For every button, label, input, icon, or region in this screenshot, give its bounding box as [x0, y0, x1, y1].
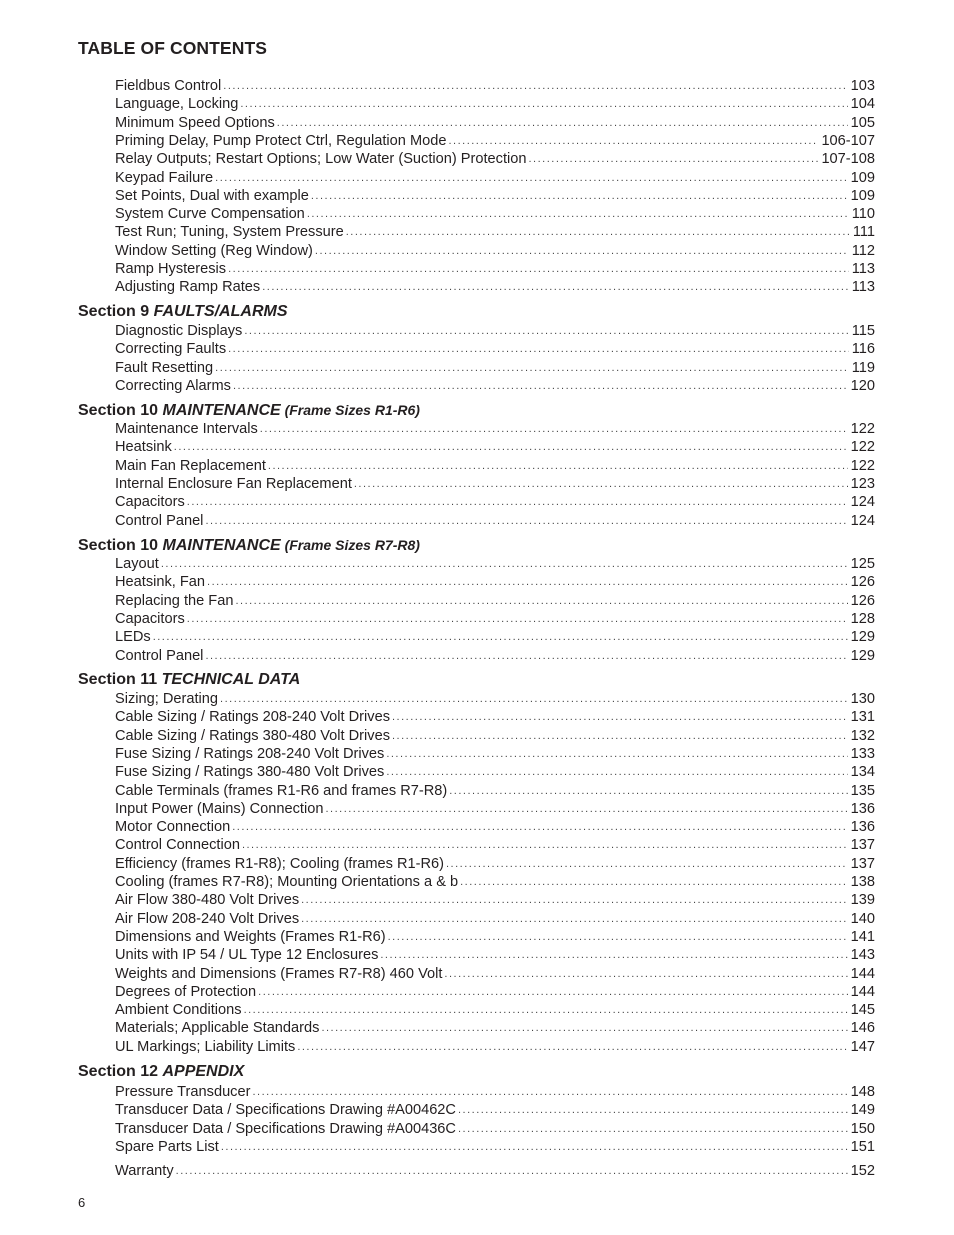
toc-entry-label: Control Panel [115, 512, 204, 529]
dot-leader [448, 132, 818, 150]
dot-leader [388, 928, 848, 946]
toc-entry-page: 133 [850, 745, 875, 762]
toc-entry-page: 144 [850, 983, 875, 1000]
dot-leader [228, 340, 849, 358]
dot-leader [277, 114, 848, 132]
toc-entry[interactable] [115, 457, 875, 475]
toc-entry-label: Adjusting Ramp Rates [115, 279, 261, 296]
dot-leader [244, 322, 848, 340]
dot-leader [297, 1038, 847, 1056]
toc-entry-page: 120 [850, 377, 875, 394]
dot-leader [205, 512, 847, 530]
page-title: TABLE OF CONTENTS [78, 38, 268, 58]
toc-entry-label: Correcting Faults [115, 341, 227, 358]
toc-entry-label: LEDs [115, 629, 151, 646]
dot-leader [386, 745, 847, 763]
toc-entry-label: Spare Parts List [115, 1138, 219, 1155]
dot-leader [233, 377, 848, 395]
toc-entry[interactable] [115, 278, 875, 296]
toc-entry[interactable] [115, 1138, 875, 1156]
dot-leader [221, 1138, 848, 1156]
dot-leader [346, 223, 850, 241]
toc-entry-page: 115 [851, 323, 875, 339]
dot-leader [354, 475, 848, 493]
toc-entry[interactable] [115, 420, 875, 438]
dot-leader [529, 150, 819, 168]
toc-entry-page: 122 [850, 457, 875, 474]
dot-leader [392, 727, 848, 745]
toc-entry-label: Priming Delay, Pump Protect Ctrl, Regulation Mode [115, 132, 447, 149]
toc-entry-label: Cable Sizing / Ratings 380-480 Volt Drives [115, 727, 390, 744]
toc-entry-page: 136 [850, 800, 875, 817]
toc-entry[interactable] [115, 555, 875, 573]
toc-entry-page: 137 [850, 837, 875, 854]
toc-entry[interactable] [115, 359, 875, 377]
dot-leader [228, 260, 849, 278]
dot-leader [205, 647, 847, 665]
toc-entry-page: 126 [850, 574, 875, 591]
toc-entry-page: 123 [850, 475, 875, 492]
toc-entry-label: Air Flow 208-240 Volt Drives [115, 910, 300, 927]
toc-entry[interactable] [115, 818, 875, 836]
toc-entry-page: 122 [850, 421, 875, 437]
section-subtitle: (Frame Sizes R1-R6) [280, 402, 420, 418]
toc-entry-label: Capacitors [115, 610, 185, 627]
toc-entry-label: Pressure Transducer [115, 1084, 251, 1100]
toc-entry-label: Main Fan Replacement [115, 457, 266, 474]
dot-leader [268, 457, 848, 475]
page-number: 6 [78, 1195, 86, 1210]
toc-entry[interactable] [115, 928, 875, 946]
dot-leader [301, 910, 848, 928]
toc-entry[interactable] [115, 377, 875, 395]
toc-entry-label: Layout [115, 556, 159, 572]
toc-entry-page: 132 [850, 727, 875, 744]
toc-entry-page: 147 [850, 1038, 875, 1055]
toc-entry-page: 137 [850, 855, 875, 872]
toc-entry-page: 144 [850, 965, 875, 982]
toc-entry-label: UL Markings; Liability Limits [115, 1038, 296, 1055]
toc-entry-page: 122 [850, 439, 875, 456]
toc-entry[interactable] [115, 475, 875, 493]
toc-entry-page: 119 [851, 359, 875, 376]
dot-leader [446, 855, 848, 873]
dot-leader [321, 1019, 847, 1037]
section-title: FAULTS/ALARMS [153, 303, 288, 320]
toc-entry[interactable] [115, 592, 875, 610]
toc-entry[interactable] [115, 610, 875, 628]
toc-entry-page: 128 [850, 610, 875, 627]
toc-entry-page: 129 [850, 647, 875, 664]
toc-entry-page: 150 [850, 1120, 875, 1137]
toc-entry[interactable] [115, 965, 875, 983]
toc-entry-label: Test Run; Tuning, System Pressure [115, 224, 344, 241]
section-title: APPENDIX [162, 1063, 245, 1080]
toc-entry-label: Window Setting (Reg Window) [115, 242, 313, 259]
toc-entry[interactable] [115, 800, 875, 818]
toc-entry-label: Dimensions and Weights (Frames R1-R6) [115, 928, 386, 945]
toc-entry-label: Set Points, Dual with example [115, 187, 309, 204]
toc-entry[interactable] [115, 77, 875, 95]
toc-entry-label: Warranty [115, 1163, 174, 1180]
toc-entry-label: System Curve Compensation [115, 206, 305, 223]
toc-entry-page: 148 [850, 1084, 875, 1100]
toc-entry-label: Air Flow 380-480 Volt Drives [115, 892, 300, 909]
toc-entry-page: 105 [850, 114, 875, 131]
section-subtitle: (Frame Sizes R7-R8) [280, 537, 420, 553]
dot-leader [220, 690, 848, 708]
toc-entry[interactable] [115, 1162, 875, 1180]
toc-entry-label: Units with IP 54 / UL Type 12 Enclosures [115, 947, 379, 964]
dot-leader [307, 205, 849, 223]
toc-entry[interactable] [115, 1120, 875, 1138]
toc-entry-label: Heatsink [115, 439, 172, 456]
toc-entry-page: 110 [851, 206, 875, 223]
dot-leader [240, 95, 847, 113]
toc-entry-page: 109 [850, 187, 875, 204]
dot-leader [161, 555, 848, 573]
toc-entry-page: 111 [852, 224, 875, 241]
toc-entry[interactable] [115, 150, 875, 168]
toc-entry-label: Heatsink, Fan [115, 574, 206, 591]
dot-leader [258, 983, 847, 1001]
toc-entry-page: 143 [850, 947, 875, 964]
toc-entry[interactable] [115, 873, 875, 891]
toc-entry[interactable] [115, 1038, 875, 1056]
toc-entry-label: Materials; Applicable Standards [115, 1020, 320, 1037]
toc-entry[interactable] [115, 708, 875, 726]
toc-entry-label: Fieldbus Control [115, 78, 222, 94]
toc-entry[interactable] [115, 340, 875, 358]
section-heading [78, 670, 300, 690]
toc-entry-page: 146 [850, 1020, 875, 1037]
toc-entry[interactable] [115, 95, 875, 113]
toc-entry[interactable] [115, 836, 875, 854]
toc-entry-label: Relay Outputs; Restart Options; Low Water (Suction) Protection [115, 151, 527, 168]
section-heading [78, 302, 288, 322]
toc-entry-label: Input Power (Mains) Connection [115, 800, 324, 817]
section-number: Section 12 [78, 1063, 163, 1080]
toc-entry-page: 113 [851, 261, 875, 277]
toc-entry[interactable] [115, 782, 875, 800]
dot-leader [449, 782, 847, 800]
toc-entry-page: 104 [850, 96, 875, 113]
toc-entry-page: 149 [850, 1102, 875, 1119]
toc-entry-page: 130 [850, 691, 875, 707]
toc-entry[interactable] [115, 690, 875, 708]
toc-entry-label: Weights and Dimensions (Frames R7-R8) 460 Volt [115, 965, 443, 982]
toc-entry-label: Motor Connection [115, 819, 231, 836]
toc-entry-label: Maintenance Intervals [115, 421, 258, 437]
toc-entry-label: Minimum Speed Options [115, 114, 275, 131]
toc-entry-label: Language, Locking [115, 96, 239, 113]
toc-entry-label: Efficiency (frames R1-R8); Cooling (frames R1-R6) [115, 855, 444, 872]
toc-entry[interactable] [115, 855, 875, 873]
dot-leader [153, 628, 848, 646]
toc-entry[interactable] [115, 205, 875, 223]
section-title: MAINTENANCE [162, 402, 281, 419]
toc-entry[interactable] [115, 647, 875, 665]
toc-entry-page: 134 [850, 764, 875, 781]
toc-entry[interactable] [115, 745, 875, 763]
toc-entry-page: 135 [850, 782, 875, 799]
toc-entry-label: Cable Terminals (frames R1-R6 and frames R7-R8) [115, 782, 448, 799]
section-number: Section 10 [78, 537, 163, 554]
toc-entry-page: 116 [851, 341, 875, 358]
toc-entry[interactable] [115, 1001, 875, 1019]
toc-entry[interactable] [115, 322, 875, 340]
toc-entry[interactable] [115, 438, 875, 456]
toc-entry[interactable] [115, 493, 875, 511]
toc-entry-page: 113 [851, 279, 875, 296]
toc-entry[interactable] [115, 727, 875, 745]
toc-entry[interactable] [115, 223, 875, 241]
dot-leader [301, 891, 848, 909]
toc-entry-page: 125 [850, 556, 875, 572]
dot-leader [187, 493, 848, 511]
dot-leader [207, 573, 848, 591]
toc-entry[interactable] [115, 983, 875, 1001]
toc-entry-page: 152 [850, 1163, 875, 1180]
dot-leader [215, 359, 849, 377]
dot-leader [252, 1083, 847, 1101]
toc-entry-label: Fault Resetting [115, 359, 214, 376]
toc-entry-page: 140 [850, 910, 875, 927]
dot-leader [235, 592, 847, 610]
toc-entry-label: Cooling (frames R7-R8); Mounting Orientations a & b [115, 874, 459, 890]
toc-entry[interactable] [115, 132, 875, 150]
dot-leader [223, 77, 847, 95]
toc-entry[interactable] [115, 910, 875, 928]
toc-entry[interactable] [115, 891, 875, 909]
toc-entry[interactable] [115, 1019, 875, 1037]
toc-entry-page: 107-108 [821, 151, 875, 168]
toc-entry-page: 126 [850, 592, 875, 609]
toc-entry[interactable] [115, 260, 875, 278]
section-number: Section 9 [78, 303, 154, 320]
section-heading [78, 1062, 244, 1082]
toc-entry-label: Keypad Failure [115, 169, 214, 186]
section-title: MAINTENANCE [162, 537, 281, 554]
toc-entry-label: Control Panel [115, 647, 204, 664]
dot-leader [215, 169, 847, 187]
section-number: Section 11 [78, 671, 162, 688]
dot-leader [262, 278, 849, 296]
toc-entry[interactable] [115, 187, 875, 205]
toc-entry-page: 112 [851, 242, 875, 259]
toc-entry[interactable] [115, 628, 875, 646]
dot-leader [386, 763, 847, 781]
toc-entry-page: 151 [850, 1138, 875, 1155]
toc-entry[interactable] [115, 512, 875, 530]
dot-leader [460, 873, 848, 891]
section-heading [78, 535, 420, 556]
toc-entry-page: 131 [850, 709, 875, 726]
toc-entry-page: 145 [850, 1002, 875, 1019]
toc-entry-label: Control Connection [115, 837, 240, 854]
toc-entry[interactable] [115, 946, 875, 964]
dot-leader [244, 1001, 848, 1019]
toc-entry[interactable] [115, 573, 875, 591]
dot-leader [325, 800, 847, 818]
toc-entry-label: Ambient Conditions [115, 1002, 242, 1019]
toc-entry[interactable] [115, 1101, 875, 1119]
dot-leader [392, 708, 848, 726]
toc-entry-page: 129 [850, 629, 875, 646]
toc-entry-label: Cable Sizing / Ratings 208-240 Volt Drives [115, 709, 390, 726]
section-number: Section 10 [78, 402, 163, 419]
toc-entry-page: 124 [850, 512, 875, 529]
toc-entry-label: Capacitors [115, 494, 185, 511]
toc-entry-label: Fuse Sizing / Ratings 208-240 Volt Drives [115, 745, 385, 762]
dot-leader [260, 420, 848, 438]
toc-entry-page: 139 [850, 892, 875, 909]
toc-entry[interactable] [115, 114, 875, 132]
toc-entry-label: Transducer Data / Specifications Drawing #A00462C [115, 1102, 456, 1119]
dot-leader [232, 818, 847, 836]
toc-entry[interactable] [115, 242, 875, 260]
toc-entry-page: 136 [850, 819, 875, 836]
dot-leader [176, 1162, 848, 1180]
toc-entry-label: Internal Enclosure Fan Replacement [115, 475, 352, 492]
toc-entry-page: 138 [850, 874, 875, 890]
dot-leader [311, 187, 848, 205]
toc-entry-page: 106-107 [821, 132, 875, 149]
dot-leader [458, 1101, 848, 1119]
dot-leader [174, 438, 848, 456]
section-title: TECHNICAL DATA [161, 671, 301, 688]
dot-leader [315, 242, 849, 260]
toc-entry-label: Sizing; Derating [115, 691, 219, 707]
section-heading [78, 400, 420, 421]
toc-entry[interactable] [115, 1083, 875, 1101]
toc-entry-label: Transducer Data / Specifications Drawing #A00436C [115, 1120, 456, 1137]
toc-entry-page: 141 [850, 928, 875, 945]
toc-entry-page: 124 [850, 494, 875, 511]
dot-leader [380, 946, 847, 964]
dot-leader [187, 610, 848, 628]
toc-entry-label: Correcting Alarms [115, 377, 231, 394]
toc-entry[interactable] [115, 763, 875, 781]
toc-entry-label: Ramp Hysteresis [115, 261, 227, 277]
toc-entry-label: Diagnostic Displays [115, 323, 243, 339]
toc-entry[interactable] [115, 169, 875, 187]
dot-leader [444, 965, 847, 983]
toc-entry-label: Replacing the Fan [115, 592, 234, 609]
toc-entry-label: Degrees of Protection [115, 983, 257, 1000]
toc-entry-page: 103 [850, 78, 875, 94]
dot-leader [458, 1120, 848, 1138]
toc-entry-label: Fuse Sizing / Ratings 380-480 Volt Drives [115, 764, 385, 781]
dot-leader [242, 836, 848, 854]
toc-entry-page: 109 [850, 169, 875, 186]
